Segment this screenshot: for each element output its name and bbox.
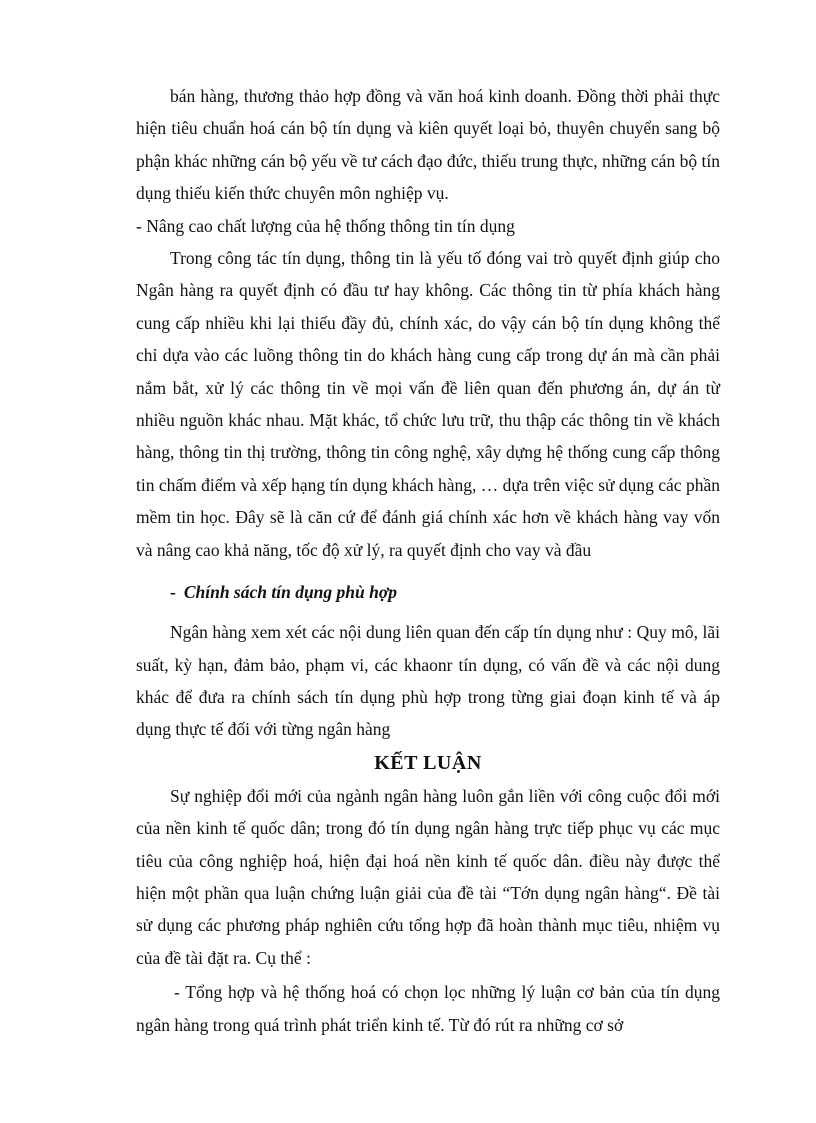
subheading-credit-policy [170,576,720,608]
paragraph-staff-standards: bán hàng, thương thảo hợp đồng và văn hoá kinh doanh. Đồng thời phải thực hiện tiêu chuẩn hoá cán bộ tín dụng và kiên quyết loại bỏ, thuyên chuyển sang bộ phận khác những cán bộ yếu về tư cách đạo đức, thiếu trung thực, những cán bộ tín dụng thiếu kiến thức chuyên môn nghiệp vụ. [136,86,720,204]
subheading-dash: - [170,582,176,603]
paragraph-credit-policy: Ngân hàng xem xét các nội dung liên quan đến cấp tín dụng như : Quy mô, lãi suất, kỳ hạn, đảm bảo, phạm vi, các khaonr tín dụng, có vấn đề và các nội dung khác để đưa ra chính sách tín dụng phù hợp trong từng giai đoạn kinh tế và áp dụng thực tế đối với từng ngân hàng [136,622,720,740]
subheading-text: Chính sách tín dụng phù hợp [183,582,398,603]
bullet-credit-information: - Nâng cao chất lượng của hệ thống thông tin tín dụng [136,215,515,236]
paragraph-credit-information: Trong công tác tín dụng, thông tin là yếu tố đóng vai trò quyết định giúp cho Ngân hàng ra quyết định có đầu tư hay không. Các thông tin từ phía khách hàng cung cấp nhiều khi lại thiếu đầy đủ, chính xác, do vậy cán bộ tín dụng không thể chỉ dựa vào các luồng thông tin do khách hàng cung cấp trong dự án mà cần phải nắm bắt, xử lý các thông tin về mọi vấn đề liên quan đến phương án, dự án từ nhiều nguồn khác nhau. Mặt khác, tổ chức lưu trữ, thu thập các thông tin về khách hàng, thông tin thị trường, thông tin công nghệ, xây dựng hệ thống cung cấp thông tin chấm điểm và xếp hạng tín dụng khách hàng, … dựa trên việc sử dụng các phần mềm tin học. Đây sẽ là căn cứ để đánh giá chính xác hơn về khách hàng vay vốn và nâng cao khả năng, tốc độ xử lý, ra quyết định cho vay và đầu [136,248,720,560]
conclusion-heading: KẾT LUẬN [374,751,482,774]
paragraph-summary-bullet: - Tổng hợp và hệ thống hoá có chọn lọc những lý luận cơ bản của tín dụng ngân hàng trong quá trình phát triển kinh tế. Từ đó rút ra những cơ sở [136,982,720,1035]
paragraph-conclusion: Sự nghiệp đổi mới của ngành ngân hàng luôn gắn liền với công cuộc đổi mới của nền kinh tế quốc dân; trong đó tín dụng ngân hàng trực tiếp phục vụ các mục tiêu của công nghiệp hoá, hiện đại hoá nền kinh tế quốc dân. điều này được thể hiện một phần qua luận chứng luận giải của đề tài “Tớn dụng ngân hàng“. Đề tài sử dụng các phương pháp nghiên cứu tổng hợp đã hoàn thành mục tiêu, nhiệm vụ của đề tài đặt ra. Cụ thể : [136,785,720,968]
document-page [136,80,720,1041]
